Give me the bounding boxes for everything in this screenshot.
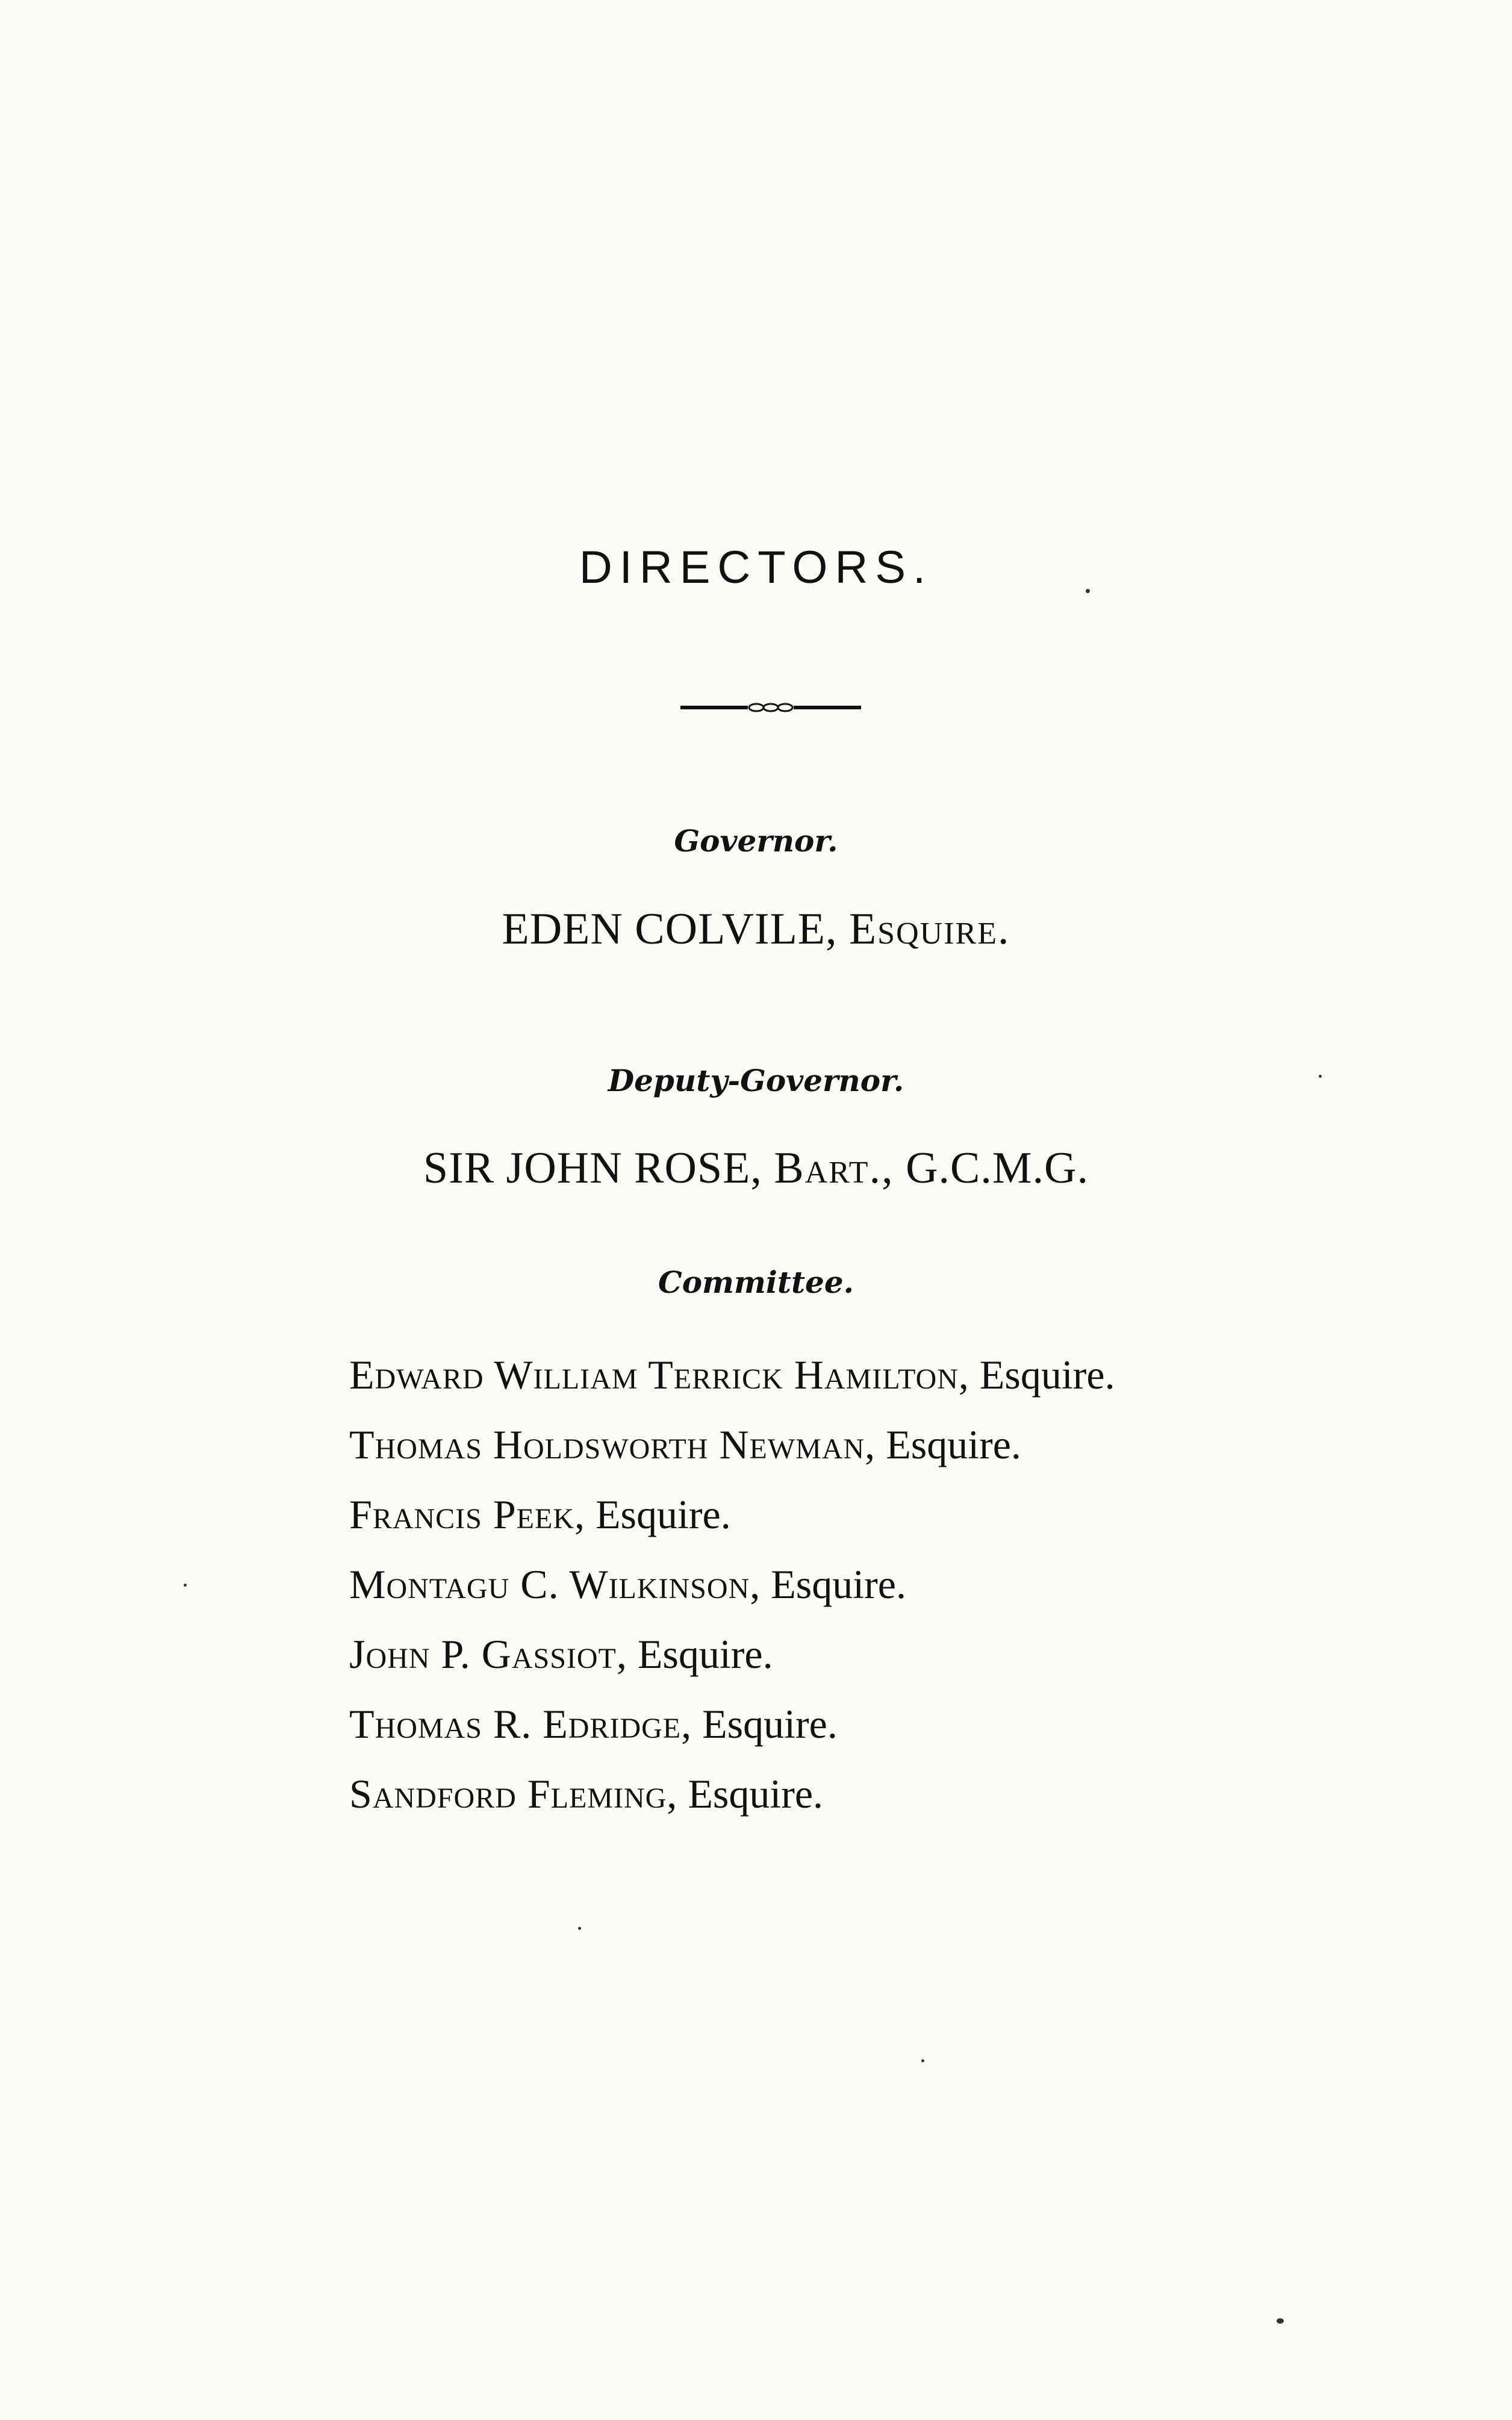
member-name: Thomas R. Edridge,	[349, 1701, 692, 1747]
member-name: Edward William Terrick Hamilton,	[349, 1352, 969, 1398]
governor-label: Governor.	[674, 823, 838, 859]
committee-member	[349, 1759, 1115, 1829]
committee-member	[349, 1479, 1115, 1549]
governor-title: Esquire.	[848, 904, 1010, 954]
deputy-governor-entry	[0, 1143, 1512, 1193]
member-suffix: Esquire.	[702, 1701, 838, 1747]
print-speck	[1319, 1075, 1322, 1078]
governor-entry	[0, 904, 1512, 954]
member-name: Thomas Holdsworth Newman,	[349, 1422, 876, 1467]
deputy-governor-title: Bart.,	[774, 1143, 894, 1193]
print-speck	[184, 1584, 187, 1587]
member-suffix: Esquire.	[688, 1771, 824, 1817]
deputy-governor-label: Deputy-Governor.	[608, 1063, 904, 1098]
member-name: Francis Peek,	[349, 1492, 585, 1537]
member-suffix: Esquire.	[595, 1492, 731, 1537]
member-suffix: Esquire.	[886, 1422, 1021, 1467]
member-name: Montagu C. Wilkinson,	[349, 1561, 761, 1607]
print-speck	[578, 1927, 581, 1930]
ornament-divider	[680, 698, 861, 717]
committee-list	[349, 1340, 1115, 1829]
page-heading: DIRECTORS.	[579, 542, 933, 593]
governor-name: EDEN COLVILE,	[502, 904, 838, 954]
member-suffix: Esquire.	[637, 1631, 773, 1677]
deputy-governor-honours: G.C.M.G.	[906, 1143, 1089, 1193]
committee-member	[349, 1549, 1115, 1619]
deputy-governor-name: SIR JOHN ROSE,	[423, 1143, 762, 1193]
committee-label: Committee.	[658, 1264, 854, 1300]
member-name: Sandford Fleming,	[349, 1771, 678, 1817]
committee-member	[349, 1410, 1115, 1479]
committee-member	[349, 1689, 1115, 1759]
member-suffix: Esquire.	[979, 1352, 1115, 1398]
print-speck	[921, 2059, 924, 2062]
print-speck	[1277, 2318, 1284, 2324]
committee-member	[349, 1340, 1115, 1410]
member-name: John P. Gassiot,	[349, 1631, 627, 1677]
committee-member	[349, 1619, 1115, 1689]
print-speck	[1086, 589, 1090, 593]
member-suffix: Esquire.	[771, 1561, 906, 1607]
